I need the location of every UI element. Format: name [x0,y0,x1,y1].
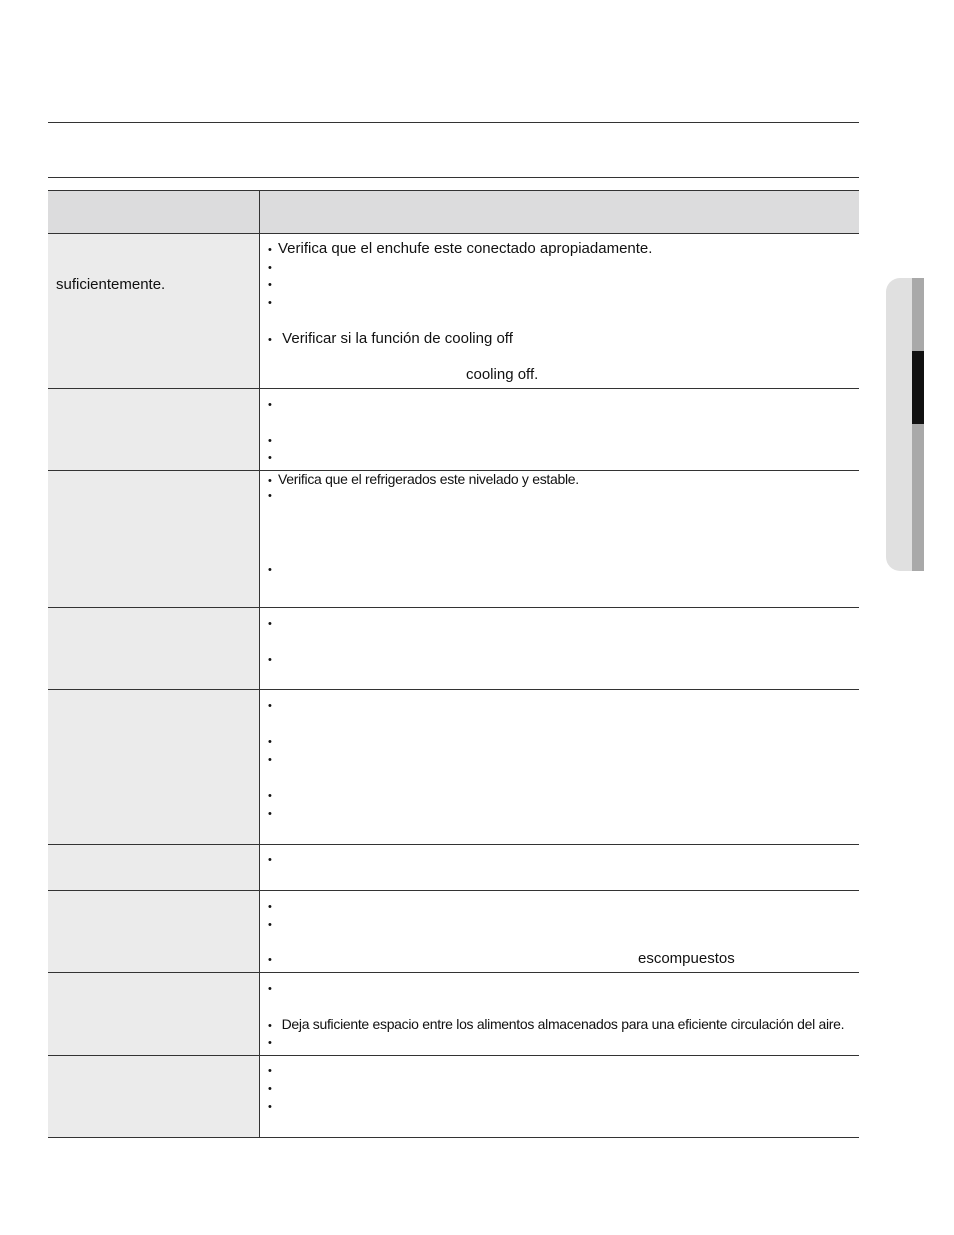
solution-line [268,1079,278,1098]
problem-cell [48,845,260,890]
bullet-icon: • [268,297,272,309]
top-rule [48,122,859,123]
solution-line [268,732,278,751]
bullet-icon: • [268,919,272,931]
solution-cell [260,608,859,689]
bullet-icon: • [268,1065,272,1077]
solution-cell [260,234,859,388]
table-row [48,471,859,608]
solution-line [268,696,278,715]
troubleshooting-table [48,177,859,1138]
solution-line [268,448,278,467]
solution-line [268,804,278,823]
solution-line [268,650,278,669]
solution-line: • escompuestos [268,950,735,967]
solution-line [268,979,278,998]
table-row [48,389,859,471]
header-solution-cell [260,191,859,233]
problem-cell [48,690,260,844]
bullet-icon: • [268,983,272,995]
bullet-icon: • [268,262,272,274]
problem-cell [48,389,260,470]
solution-line [268,897,278,916]
bullet-icon: • [268,452,272,464]
solution-line [268,486,278,505]
bullet-icon: • [268,1037,272,1049]
table-header-row [48,190,859,234]
solution-line [268,1033,278,1052]
solution-line: • Deja suficiente espacio entre los alimentos almacenados para una eficiente circulación del aire. [268,1015,844,1035]
problem-cell [48,608,260,689]
side-tab-bar [912,278,924,571]
table-row [48,234,859,389]
solution-cell [260,389,859,470]
bullet-icon: • [268,244,272,256]
table-row [48,690,859,845]
bullet-icon: • [268,901,272,913]
problem-cell [48,1056,260,1137]
bullet-icon: • [268,399,272,411]
table-row [48,845,859,891]
solution-cell [260,471,859,607]
bullet-icon: • [268,334,272,346]
header-problem-cell [48,191,260,233]
table-row [48,608,859,690]
bullet-icon: • [268,475,272,487]
solution-line: • Verifica que el refrigerados este nivelado y estable. [268,470,579,490]
problem-text: suficientemente. [56,276,166,293]
solution-line [268,915,278,934]
bullet-icon: • [268,618,272,630]
solution-cell [260,845,859,890]
problem-cell [48,973,260,1055]
bullet-icon: • [268,854,272,866]
chapter-side-tab [886,278,924,571]
bullet-icon: • [268,790,272,802]
problem-cell [48,234,260,388]
bullet-icon: • [268,736,272,748]
table-row [48,1056,859,1138]
solution-line [268,1061,278,1080]
solution-cell [260,1056,859,1137]
bullet-icon: • [268,490,272,502]
table-row [48,891,859,973]
bullet-icon: • [268,1020,272,1032]
bullet-icon: • [268,1083,272,1095]
solution-line [268,560,278,579]
solution-line: cooling off. [466,366,539,383]
side-tab-active-marker [912,351,924,424]
solution-cell [260,891,859,972]
bullet-icon: • [268,1101,272,1113]
solution-cell [260,973,859,1055]
solution-line [268,850,278,869]
solution-line [268,395,278,414]
problem-cell [48,891,260,972]
bullet-icon: • [268,564,272,576]
solution-line [268,614,278,633]
solution-cell [260,690,859,844]
bullet-icon: • [268,279,272,291]
solution-line [268,275,278,294]
solution-line: • Verifica que el enchufe este conectado apropiadamente. [268,240,653,257]
bullet-icon: • [268,754,272,766]
problem-cell [48,471,260,607]
table-row [48,973,859,1056]
solution-line [268,1097,278,1116]
solution-line [268,786,278,805]
bullet-icon: • [268,808,272,820]
bullet-icon: • [268,435,272,447]
bullet-icon: • [268,700,272,712]
solution-line [268,293,278,312]
bullet-icon: • [268,654,272,666]
solution-line: • Verificar si la función de cooling off [268,330,513,347]
solution-line [268,750,278,769]
bullet-icon: • [268,954,272,966]
